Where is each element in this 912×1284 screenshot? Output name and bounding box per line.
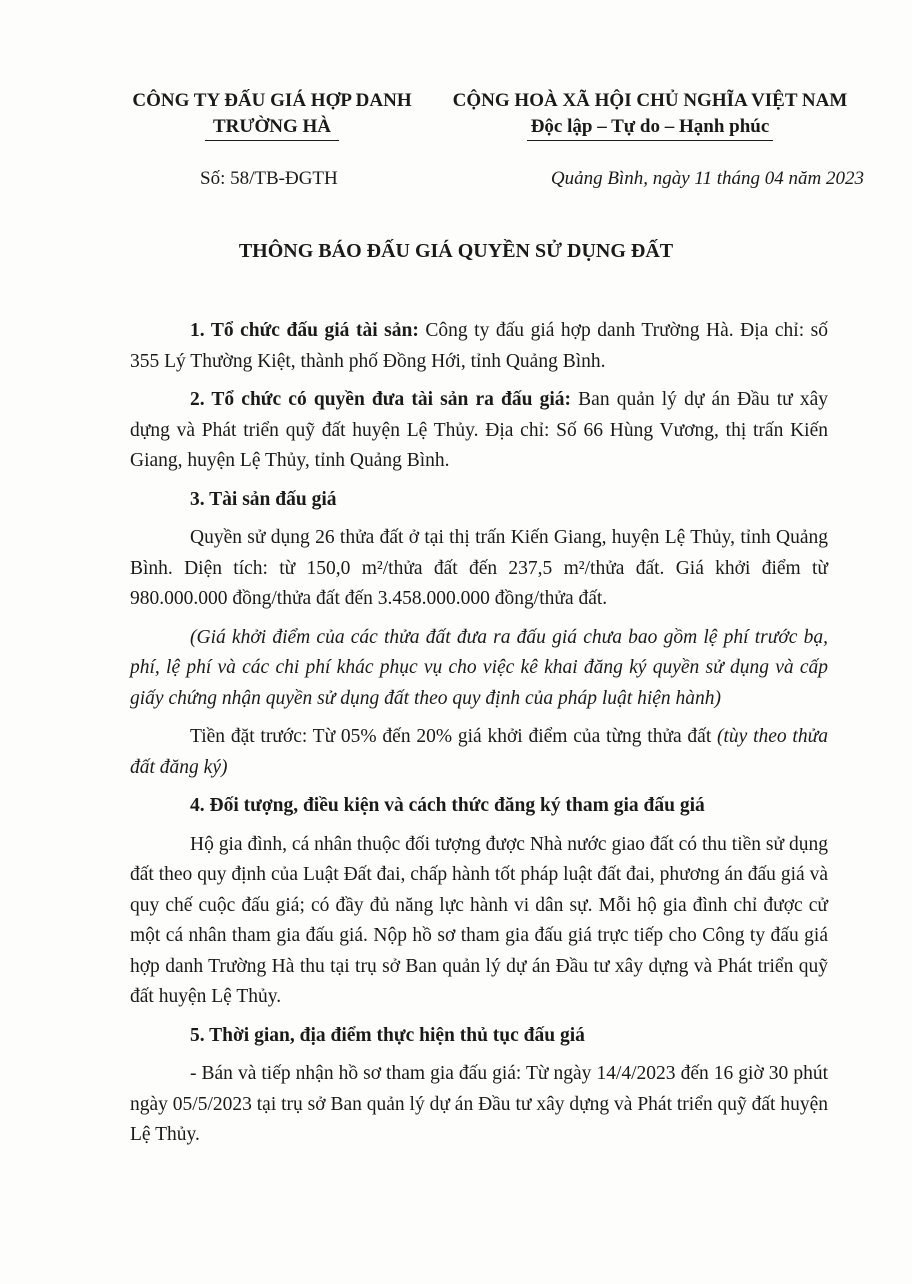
section-4-heading-text: 4. Đối tượng, điều kiện và cách thức đăng ký tham gia đấu giá [190, 795, 705, 816]
section-2-text: Ban quản lý dự án Đầu tư xây dựng và Phát triển quỹ đất huyện Lệ Thủy. Địa chỉ: Số 66 Hùng Vương, thị trấn Kiến Giang, huyện Lệ Thủy, tỉnh Quảng Bình. [130, 389, 828, 471]
document-number: Số: 58/TB-ĐGTH [200, 168, 338, 189]
document-body [130, 316, 828, 1159]
section-5-heading-text: 5. Thời gian, địa điểm thực hiện thủ tục đấu giá [190, 1024, 585, 1046]
section-1-text: Công ty đấu giá hợp danh Trường Hà. Địa chỉ: số 355 Lý Thường Kiệt, thành phố Đồng Hới, tỉnh Quảng Bình. [130, 320, 828, 372]
section-4-text: Hộ gia đình, cá nhân thuộc đối tượng được Nhà nước giao đất có thu tiền sử dụng đất theo quy định của Luật Đất đai, chấp hành tốt pháp luật đất đai, phương án đấu giá và quy chế cuộc đấu giá; có đầy đủ năng lực hành vi dân sự. Mỗi hộ gia đình chỉ được cử một cá nhân tham gia đấu giá. Nộp hồ sơ tham gia đấu giá trực tiếp cho Công ty đấu giá hợp danh Trường Hà thu tại trụ sở Ban quản lý dự án Đầu tư xây dựng và Phát triển quỹ đất huyện Lệ Thủy. [130, 833, 828, 1007]
section-3-paragraph-2: (Giá khởi điểm của các thửa đất đưa ra đấu giá chưa bao gồm lệ phí trước bạ, phí, lệ phí và các chi phí khác phục vụ cho việc kê khai đăng ký quyền sử dụng và cấp giấy chứng nhận quyền sử dụng đất theo quy định của pháp luật hiện hành) [130, 626, 828, 709]
section-1 [130, 316, 828, 377]
organization-header [112, 88, 432, 141]
section-5-text: - Bán và tiếp nhận hồ sơ tham gia đấu giá: Từ ngày 14/4/2023 đến 16 giờ 30 phút ngày 05/5/2023 tại trụ sở Ban quản lý dự án Đầu tư xây dựng và Phát triển quỹ đất huyện Lệ Thủy. [130, 1063, 828, 1145]
nation-motto-line2: Độc lập – Tự do – Hạnh phúc [527, 114, 774, 141]
deposit-text: Tiền đặt trước: Từ 05% đến 20% giá khởi điểm của từng thửa đất [190, 726, 718, 747]
org-name-line1: CÔNG TY ĐẤU GIÁ HỢP DANH [132, 90, 412, 111]
section-3-paragraph-3 [130, 722, 828, 783]
section-2 [130, 385, 828, 477]
section-4-heading [130, 791, 828, 822]
document-title: THÔNG BÁO ĐẤU GIÁ QUYỀN SỬ DỤNG ĐẤT [238, 240, 674, 262]
deposit-note: (tùy theo thửa đất đăng ký) [130, 726, 828, 778]
national-header [430, 88, 870, 141]
section-2-heading: 2. Tổ chức có quyền đưa tài sản ra đấu giá: [190, 389, 572, 410]
section-3-heading-text: 3. Tài sản đấu giá [190, 488, 337, 510]
org-name-line2: TRƯỜNG HÀ [205, 114, 339, 141]
nation-motto-line1: CỘNG HOÀ XÃ HỘI CHỦ NGHĨA VIỆT NAM [452, 90, 848, 111]
section-3-paragraph-1: Quyền sử dụng 26 thửa đất ở tại thị trấn Kiến Giang, huyện Lệ Thủy, tỉnh Quảng Bình. Diện tích: từ 150,0 m²/thửa đất đến 237,5 m²/thửa đất. Giá khởi điểm từ 980.000.000 đồng/thửa đất đến 3.458.000.000 đồng/thửa đất. [130, 527, 828, 609]
section-1-heading: 1. Tổ chức đấu giá tài sản: [190, 320, 419, 341]
section-3-heading [130, 485, 828, 516]
section-5-heading [130, 1021, 828, 1052]
document-date: Quảng Bình, ngày 11 tháng 04 năm 2023 [550, 168, 864, 189]
